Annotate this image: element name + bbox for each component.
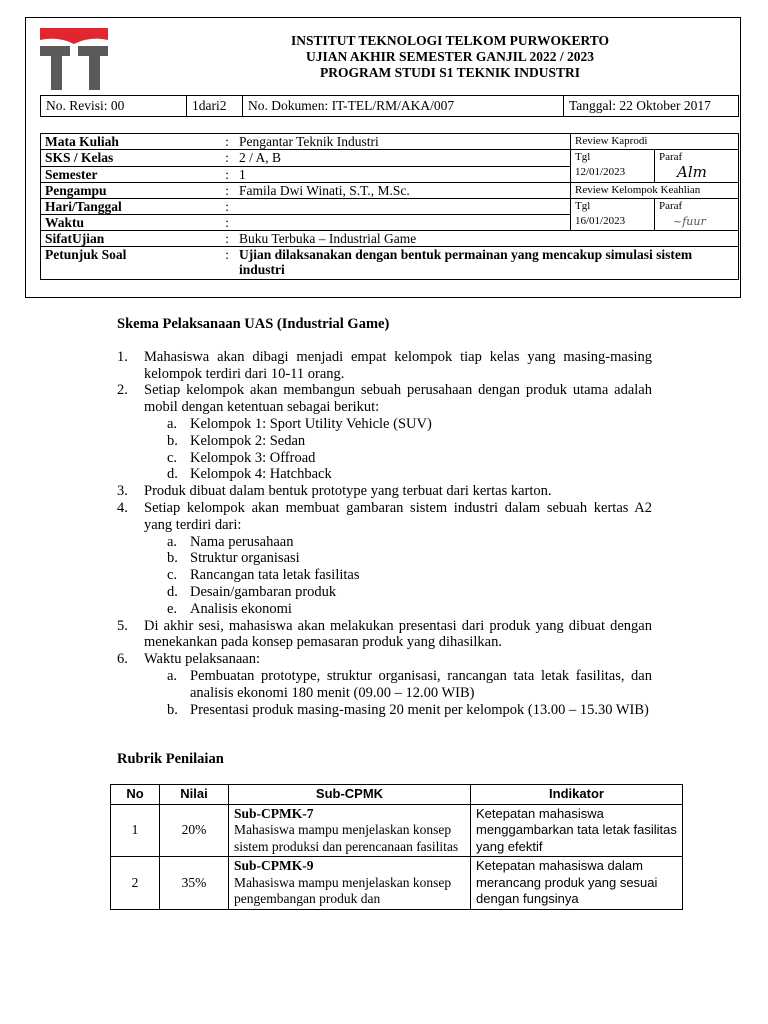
sub-list	[144, 668, 652, 718]
label-hari-tanggal: Hari/Tanggal	[41, 199, 220, 215]
document-date: Tanggal: 22 Oktober 2017	[564, 96, 739, 117]
page-count: 1dari2	[187, 96, 243, 117]
sub-list-item-letter: d.	[167, 583, 178, 600]
sub-list-item-letter: a.	[167, 667, 178, 684]
sub-list-item-letter: c.	[167, 567, 178, 584]
sub-list-item-text: Struktur organisasi	[190, 550, 300, 567]
kaprodi-paraf-label: Paraf	[659, 151, 683, 163]
rubrik-title: Rubrik Penilaian	[117, 751, 224, 767]
label-semester: Semester	[41, 166, 220, 183]
telkom-logo-icon	[40, 26, 108, 90]
label-mata-kuliah: Mata Kuliah	[41, 134, 220, 150]
sub-list-item-letter: c.	[167, 449, 178, 466]
revision-number: No. Revisi: 00	[41, 96, 187, 117]
sub-list-item-text: Kelompok 3: Offroad	[190, 449, 316, 466]
value-semester: 1	[235, 166, 571, 183]
skema-list	[117, 349, 652, 719]
list-item-text: Mahasiswa akan dibagi menjadi empat kelompok tiap kelas yang masing-masing kelompok terdiri dari 10-11 orang.	[144, 348, 652, 382]
colon: :	[219, 215, 235, 231]
kelompok-tgl-value: 16/01/2023	[575, 215, 626, 227]
kaprodi-signature: Alm	[677, 163, 707, 181]
sub-list-item-letter: a.	[167, 533, 178, 550]
sub-list-item-letter: b.	[167, 550, 178, 567]
exam-title: UJIAN AKHIR SEMESTER GANJIL 2022 / 2023	[305, 49, 595, 64]
sub-list-item-letter: b.	[167, 701, 178, 718]
colon: :	[219, 166, 235, 183]
review-kelompok-title: Review Kelompok Keahlian	[571, 183, 739, 199]
value-sks-kelas: 2 / A, B	[235, 150, 571, 167]
list-item-number: 3.	[117, 483, 128, 500]
skema-section	[117, 316, 652, 718]
list-item	[117, 382, 652, 483]
program-name: PROGRAM STUDI S1 TEKNIK INDUSTRI	[319, 65, 581, 80]
row-cpmk-desc: Mahasiswa mampu menjelaskan konsep pengembangan produk dan	[234, 874, 452, 906]
list-item	[117, 483, 652, 500]
colon: :	[219, 247, 235, 280]
value-hari-tanggal	[235, 199, 571, 215]
row-cpmk: Sub-CPMK-9	[234, 858, 314, 873]
list-item-text: Setiap kelompok akan membuat gambaran sistem industri dalam sebuah kertas A2 yang terdiri dari:	[144, 499, 652, 533]
rubric-header-indikator: Indikator	[471, 785, 683, 805]
row-cpmk-desc: Mahasiswa mampu menjelaskan konsep sistem produksi dan perencanaan fasilitas	[234, 822, 459, 854]
sub-list-item-text: Analisis ekonomi	[190, 600, 292, 617]
list-item-text: Waktu pelaksanaan:	[144, 651, 260, 668]
label-waktu: Waktu	[41, 215, 220, 231]
rubric-header-nilai: Nilai	[160, 785, 229, 805]
course-info-table	[40, 133, 739, 280]
list-item	[117, 651, 652, 718]
label-petunjuk-soal: Petunjuk Soal	[41, 247, 220, 280]
review-kaprodi-title: Review Kaprodi	[571, 134, 739, 150]
value-waktu	[235, 215, 571, 231]
list-item-number: 5.	[117, 617, 128, 634]
sub-list	[144, 534, 652, 618]
value-pengampu: Famila Dwi Winati, S.T., M.Sc.	[235, 183, 571, 199]
kelompok-tgl-label: Tgl	[575, 200, 591, 212]
list-item-text: Di akhir sesi, mahasiswa akan melakukan presentasi dari produk yang dibuat dengan menekankan pada konsep pemasaran produk yang dihasilkan.	[144, 617, 652, 651]
value-petunjuk-soal: Ujian dilaksanakan dengan bentuk permainan yang mencakup simulasi sistem industri	[235, 247, 739, 280]
row-indikator: Ketepatan mahasiswa menggambarkan tata letak fasilitas yang efektif	[471, 804, 683, 857]
list-item-number: 4.	[117, 499, 128, 516]
list-item-text: Setiap kelompok akan membangun sebuah perusahaan dengan produk utama adalah mobil dengan ketentuan sebagai berikut:	[144, 382, 652, 416]
kaprodi-tgl-value: 12/01/2023	[575, 166, 626, 178]
value-mata-kuliah: Pengantar Teknik Industri	[235, 134, 571, 150]
sub-list-item-letter: b.	[167, 432, 178, 449]
list-item-number: 2.	[117, 382, 128, 399]
label-pengampu: Pengampu	[41, 183, 220, 199]
list-item-text: Produk dibuat dalam bentuk prototype yang terbuat dari kertas karton.	[144, 483, 552, 500]
row-no: 1	[111, 804, 160, 857]
value-sifat-ujian: Buku Terbuka – Industrial Game	[235, 231, 739, 247]
sub-list-item	[144, 584, 652, 601]
sub-list-item-letter: e.	[167, 600, 178, 617]
table-row	[111, 857, 683, 910]
sub-list-item	[144, 601, 652, 618]
row-nilai: 20%	[160, 804, 229, 857]
rubric-header-no: No	[111, 785, 160, 805]
row-no: 2	[111, 857, 160, 910]
sub-list-item	[144, 433, 652, 450]
document-number: No. Dokumen: IT-TEL/RM/AKA/007	[243, 96, 564, 117]
row-nilai: 35%	[160, 857, 229, 910]
colon: :	[219, 231, 235, 247]
sub-list-item	[144, 450, 652, 467]
sub-list-item-text: Kelompok 4: Hatchback	[190, 466, 332, 483]
skema-title: Skema Pelaksanaan UAS (Industrial Game)	[117, 316, 390, 332]
rubric-table	[110, 784, 683, 910]
kaprodi-tgl-label: Tgl	[575, 151, 591, 163]
sub-list-item-text: Nama perusahaan	[190, 533, 294, 550]
colon: :	[219, 199, 235, 215]
table-row	[111, 804, 683, 857]
row-cpmk: Sub-CPMK-7	[234, 805, 314, 821]
sub-list-item-text: Kelompok 1: Sport Utility Vehicle (SUV)	[190, 415, 432, 432]
row-indikator: Ketepatan mahasiswa dalam merancang produk yang sesuai dengan fungsinya	[471, 857, 683, 910]
rubric-header-sub-cpmk: Sub-CPMK	[229, 785, 471, 805]
sub-list-item	[144, 466, 652, 483]
colon: :	[219, 183, 235, 199]
sub-list-item-text: Rancangan tata letak fasilitas	[190, 567, 360, 584]
label-sifat-ujian: SifatUjian	[41, 231, 220, 247]
sub-list-item	[144, 702, 652, 719]
colon: :	[219, 134, 235, 150]
sub-list-item	[144, 416, 652, 433]
sub-list-item-letter: d.	[167, 466, 178, 483]
sub-list-item-text: Desain/gambaran produk	[190, 583, 337, 600]
sub-list-item	[144, 550, 652, 567]
institution-heading	[150, 33, 750, 81]
institution-name: INSTITUT TEKNOLOGI TELKOM PURWOKERTO	[290, 33, 609, 48]
colon: :	[219, 150, 235, 167]
revision-table	[40, 95, 739, 117]
sub-list-item	[144, 567, 652, 584]
list-item	[117, 500, 652, 618]
sub-list-item-letter: a.	[167, 415, 178, 432]
list-item	[117, 618, 652, 652]
sub-list	[144, 416, 652, 483]
sub-list-item-text: Pembuatan prototype, struktur organisasi, rancangan tata letak fasilitas, dan analisis ekonomi 180 menit (09.00 – 12.00 WIB)	[190, 667, 652, 701]
label-sks-kelas: SKS / Kelas	[41, 150, 220, 167]
list-item-number: 1.	[117, 348, 128, 365]
sub-list-item-text: Kelompok 2: Sedan	[190, 432, 306, 449]
sub-list-item-text: Presentasi produk masing-masing 20 menit per kelompok (13.00 – 15.30 WIB)	[190, 701, 649, 718]
sub-list-item	[144, 534, 652, 551]
kelompok-paraf-label: Paraf	[659, 200, 683, 212]
list-item-number: 6.	[117, 651, 128, 668]
sub-list-item	[144, 668, 652, 702]
list-item	[117, 349, 652, 383]
kelompok-signature: ~fuur	[673, 215, 706, 228]
